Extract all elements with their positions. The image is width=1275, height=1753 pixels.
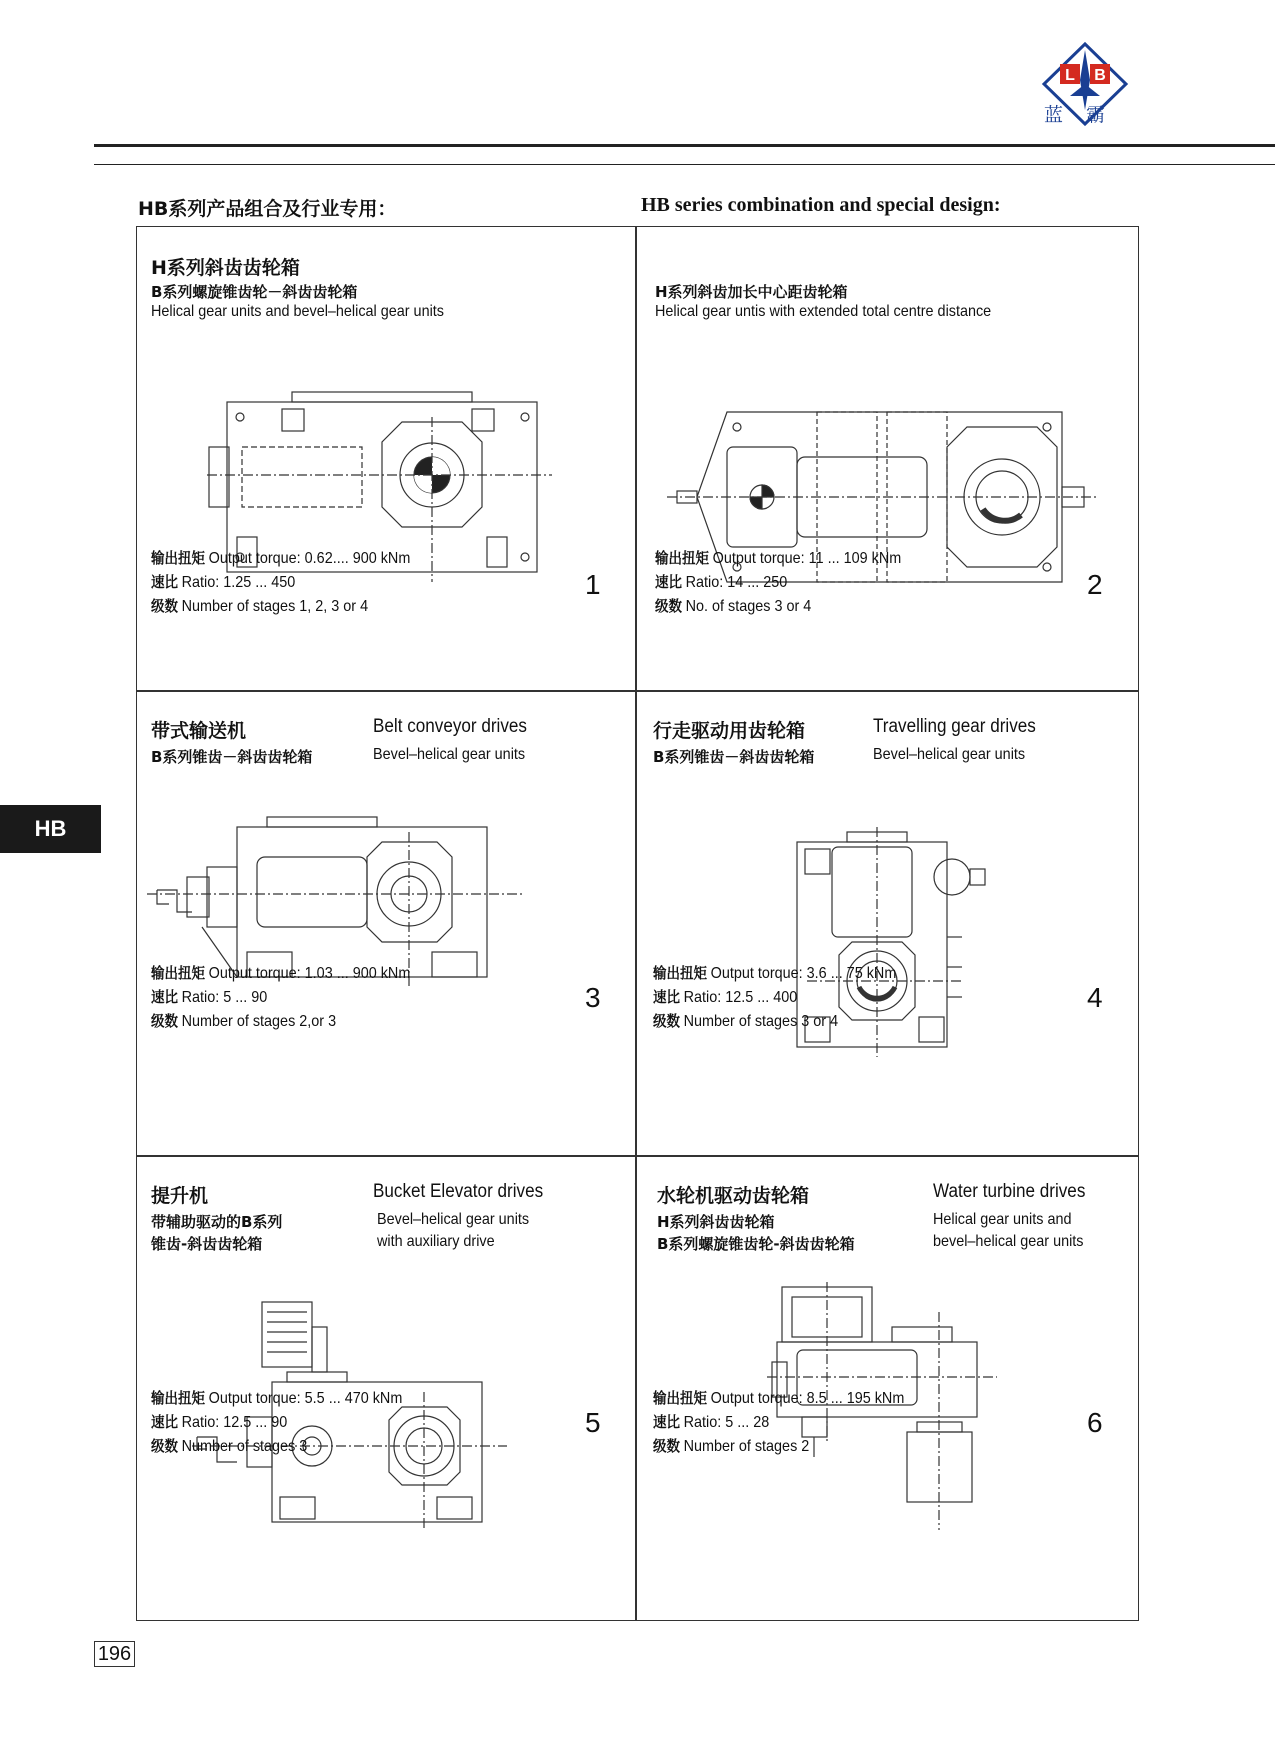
spec-stages — [655, 595, 811, 616]
spec-stages — [653, 1435, 809, 1456]
product-cell-6 — [637, 1157, 1137, 1622]
cell-cn-subtitle: B系列锥齿－斜齿齿轮箱 — [151, 748, 313, 766]
product-cell-4 — [637, 692, 1137, 1157]
logo-cn-right: 霸 — [1086, 104, 1106, 126]
ratio-value: Ratio: 12.5 ... 90 — [181, 1414, 288, 1431]
stages-value: Number of stages 1, 2, 3 or 4 — [181, 598, 369, 615]
ratio-label-cn: 速比 — [151, 573, 179, 591]
page-number: 196 — [94, 1641, 135, 1667]
product-cell-3 — [137, 692, 637, 1157]
cell-cn-subtitle-2: 锥齿-斜齿齿轮箱 — [151, 1235, 263, 1253]
torque-label-cn: 输出扭矩 — [151, 549, 206, 567]
ratio-value: Ratio: 5 ... 28 — [683, 1414, 770, 1431]
spec-torque — [653, 1387, 904, 1408]
stages-label-cn: 级数 — [151, 1437, 179, 1455]
cell-en-subtitle-2: with auxiliary drive — [377, 1233, 495, 1250]
spec-torque — [151, 962, 410, 983]
torque-label-cn: 输出扭矩 — [151, 964, 206, 982]
spec-torque — [653, 962, 896, 983]
section-heading-en: HB series combination and special design: — [641, 194, 1001, 216]
cell-en-subtitle: Bevel–helical gear units — [373, 746, 526, 763]
cell-cn-title: 行走驱动用齿轮箱 — [653, 720, 806, 742]
ratio-label-cn: 速比 — [151, 988, 179, 1006]
spec-stages — [653, 1010, 838, 1031]
stages-value: Number of stages 3 or 4 — [683, 1013, 839, 1030]
spec-ratio — [151, 1411, 287, 1432]
torque-label-cn: 输出扭矩 — [655, 549, 710, 567]
header-rule-thin — [94, 164, 1275, 165]
cell-number: 5 — [585, 1407, 601, 1438]
cell-en-subtitle-2: bevel–helical gear units — [933, 1233, 1084, 1250]
cell-number: 6 — [1087, 1407, 1103, 1438]
cell-cn-subtitle: H系列斜齿齿轮箱 — [657, 1213, 775, 1231]
logo-letter-b: B — [1094, 67, 1106, 84]
section-heading-cn: HB系列产品组合及行业专用： — [138, 198, 397, 220]
torque-value: Output torque: 0.62.... 900 kNm — [208, 550, 411, 567]
ratio-value: Ratio: 14 ... 250 — [685, 574, 788, 591]
spec-torque — [151, 1387, 402, 1408]
logo-letter-l: L — [1065, 67, 1075, 84]
cell-cn-title: H系列斜齿齿轮箱 — [151, 257, 300, 279]
stages-value: Number of stages 3 — [181, 1438, 308, 1455]
side-tab-hb: HB — [0, 805, 101, 853]
torque-value: Output torque: 3.6 ... 75 kNm — [710, 965, 897, 982]
header-rule-thick — [94, 144, 1275, 147]
spec-stages — [151, 595, 368, 616]
stages-label-cn: 级数 — [151, 597, 179, 615]
ratio-value: Ratio: 5 ... 90 — [181, 989, 268, 1006]
torque-value: Output torque: 1.03 ... 900 kNm — [208, 965, 411, 982]
ratio-label-cn: 速比 — [151, 1413, 179, 1431]
cell-cn-title: 带式输送机 — [151, 720, 247, 742]
product-cell-5 — [137, 1157, 637, 1622]
ratio-label-cn: 速比 — [653, 1413, 681, 1431]
torque-value: Output torque: 11 ... 109 kNm — [712, 550, 902, 567]
spec-stages — [151, 1435, 307, 1456]
cell-en-title: Bucket Elevator drives — [373, 1181, 544, 1202]
cell-cn-subtitle: 带辅助驱动的B系列 — [151, 1213, 283, 1231]
cell-cn-title: 提升机 — [151, 1185, 209, 1207]
ratio-value: Ratio: 1.25 ... 450 — [181, 574, 296, 591]
spec-ratio — [655, 571, 787, 592]
stages-label-cn: 级数 — [655, 597, 683, 615]
product-cell-2 — [637, 227, 1137, 692]
cell-en-subtitle: Helical gear untis with extended total centre distance — [655, 303, 992, 320]
ratio-value: Ratio: 12.5 ... 400 — [683, 989, 798, 1006]
stages-value: Number of stages 2 — [683, 1438, 810, 1455]
cell-en-title: Travelling gear drives — [873, 716, 1036, 737]
stages-value: Number of stages 2,or 3 — [181, 1013, 337, 1030]
spec-ratio — [653, 986, 797, 1007]
cell-number: 4 — [1087, 982, 1103, 1013]
spec-torque — [151, 547, 410, 568]
logo-chinese-text — [1044, 100, 1128, 127]
cell-cn-subtitle-2: B系列螺旋锥齿轮-斜齿齿轮箱 — [657, 1235, 855, 1253]
torque-value: Output torque: 5.5 ... 470 kNm — [208, 1390, 403, 1407]
spec-ratio — [151, 986, 267, 1007]
stages-label-cn: 级数 — [151, 1012, 179, 1030]
spec-torque — [655, 547, 901, 568]
torque-label-cn: 输出扭矩 — [653, 1389, 708, 1407]
torque-value: Output torque: 8.5 ... 195 kNm — [710, 1390, 905, 1407]
cell-en-subtitle: Helical gear units and bevel–helical gear units — [151, 303, 444, 320]
spec-stages — [151, 1010, 336, 1031]
cell-number: 1 — [585, 569, 601, 600]
cell-number: 3 — [585, 982, 601, 1013]
stages-value: No. of stages 3 or 4 — [685, 598, 812, 615]
cell-en-title: Water turbine drives — [933, 1181, 1086, 1202]
torque-label-cn: 输出扭矩 — [151, 1389, 206, 1407]
cell-en-subtitle: Bevel–helical gear units — [377, 1211, 530, 1228]
logo-cn-left: 蓝 — [1044, 104, 1064, 126]
cell-cn-subtitle: B系列螺旋锥齿轮－斜齿齿轮箱 — [151, 283, 358, 301]
ratio-label-cn: 速比 — [653, 988, 681, 1006]
torque-label-cn: 输出扭矩 — [653, 964, 708, 982]
stages-label-cn: 级数 — [653, 1437, 681, 1455]
cell-number: 2 — [1087, 569, 1103, 600]
ratio-label-cn: 速比 — [655, 573, 683, 591]
product-cell-1 — [137, 227, 637, 692]
spec-ratio — [653, 1411, 769, 1432]
spec-ratio — [151, 571, 295, 592]
cell-en-subtitle: Bevel–helical gear units — [873, 746, 1026, 763]
stages-label-cn: 级数 — [653, 1012, 681, 1030]
cell-en-subtitle: Helical gear units and — [933, 1211, 1072, 1228]
cell-en-title: Belt conveyor drives — [373, 716, 527, 737]
cell-cn-subtitle: B系列锥齿－斜齿齿轮箱 — [653, 748, 815, 766]
cell-cn-subtitle: H系列斜齿加长中心距齿轮箱 — [655, 283, 848, 301]
cell-cn-title: 水轮机驱动齿轮箱 — [657, 1185, 810, 1207]
